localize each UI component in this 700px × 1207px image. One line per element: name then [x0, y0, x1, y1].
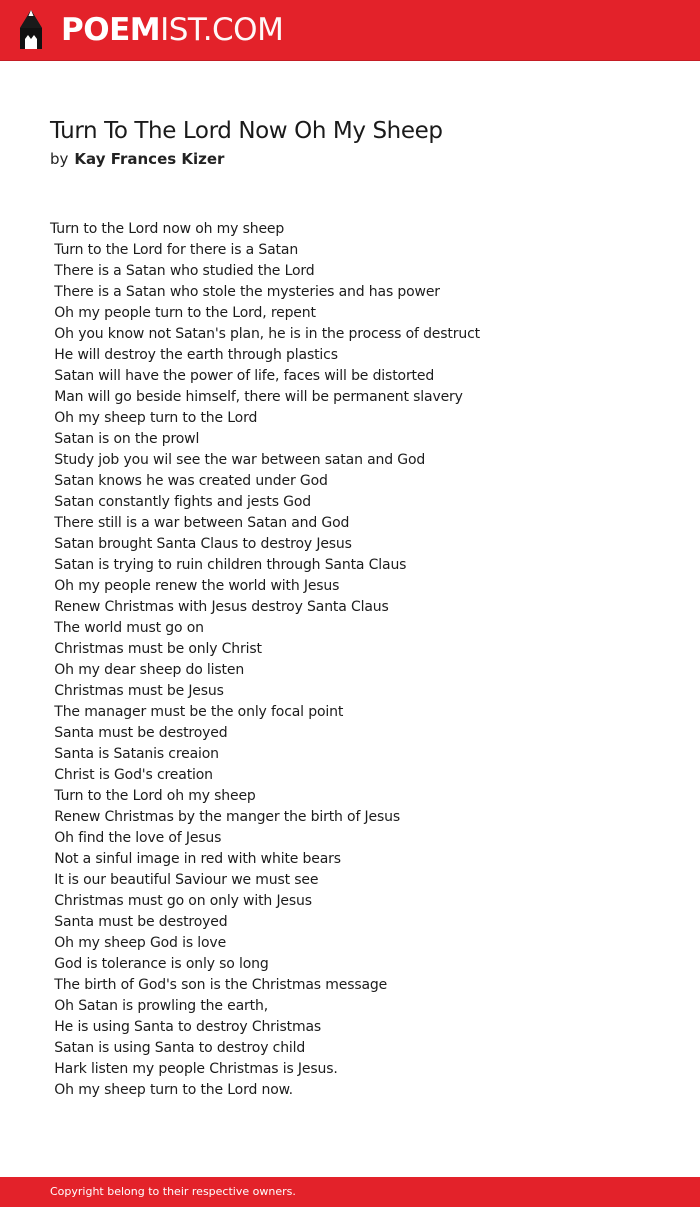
poem-line: Satan will have the power of life, faces will be distorted — [50, 368, 435, 384]
copyright-text: Copyright belong to their respective owners. — [50, 1185, 296, 1198]
poem-line: Oh my dear sheep do listen — [50, 662, 245, 678]
poem-line: Turn to the Lord oh my sheep — [50, 788, 256, 804]
poem-line: It is our beautiful Saviour we must see — [50, 872, 319, 888]
pencil-icon — [18, 9, 44, 51]
poem-body — [50, 219, 670, 1101]
poem-line: Satan brought Santa Claus to destroy Jesus — [50, 536, 352, 552]
poem-line: Santa is Satanis creaion — [50, 746, 219, 762]
poem-line: Study job you wil see the war between satan and God — [50, 452, 426, 468]
poem-line: Satan is trying to ruin children through Santa Claus — [50, 557, 407, 573]
poem-line: Oh my sheep God is love — [50, 935, 227, 951]
poem-line: Satan constantly fights and jests God — [50, 494, 312, 510]
poem-line: Oh my sheep turn to the Lord — [50, 410, 258, 426]
poem-line: Christ is God's creation — [50, 767, 213, 783]
poem-line: There is a Satan who stole the mysteries and has power — [50, 284, 440, 300]
poem-line: Christmas must go on only with Jesus — [50, 893, 312, 909]
poem-line: Oh you know not Satan's plan, he is in the process of destruct — [50, 326, 480, 342]
site-footer — [0, 1177, 700, 1207]
poem-line: He is using Santa to destroy Christmas — [50, 1019, 322, 1035]
poem-line: Hark listen my people Christmas is Jesus. — [50, 1061, 338, 1077]
poem-title: Turn To The Lord Now Oh My Sheep — [50, 118, 443, 144]
poem-line: Oh Satan is prowling the earth, — [50, 998, 269, 1014]
poem-line: Satan knows he was created under God — [50, 473, 328, 489]
poem-line: There is a Satan who studied the Lord — [50, 263, 315, 279]
poem-line: Renew Christmas by the manger the birth of Jesus — [50, 809, 400, 825]
poem-line: There still is a war between Satan and God — [50, 515, 350, 531]
poem-line: Renew Christmas with Jesus destroy Santa Claus — [50, 599, 389, 615]
poem-line: The birth of God's son is the Christmas message — [50, 977, 388, 993]
poem-line: Satan is on the prowl — [50, 431, 200, 447]
site-header — [0, 0, 700, 61]
poem-line: Christmas must be only Christ — [50, 641, 262, 657]
poem-line: Turn to the Lord for there is a Satan — [50, 242, 299, 258]
byline — [50, 149, 224, 169]
poem-line: Man will go beside himself, there will be permanent slavery — [50, 389, 463, 405]
poem-line: Oh my people renew the world with Jesus — [50, 578, 340, 594]
logo-light-text: IST.COM — [160, 12, 284, 48]
poem-line: Oh my sheep turn to the Lord now. — [50, 1082, 293, 1098]
poem-line: Oh find the love of Jesus — [50, 830, 222, 846]
by-label: by — [50, 150, 69, 168]
poem-line: The world must go on — [50, 620, 204, 636]
logo-bold-text: POEM — [61, 12, 161, 48]
poem-line: Satan is using Santa to destroy child — [50, 1040, 306, 1056]
poem-line: Santa must be destroyed — [50, 725, 228, 741]
poem-line: The manager must be the only focal point — [50, 704, 344, 720]
poem-line: Turn to the Lord now oh my sheep — [50, 221, 285, 237]
poem-line: Oh my people turn to the Lord, repent — [50, 305, 316, 321]
author-name[interactable]: Kay Frances Kizer — [74, 150, 225, 168]
site-logo[interactable] — [61, 11, 283, 49]
poem-line: God is tolerance is only so long — [50, 956, 269, 972]
poem-line: He will destroy the earth through plastics — [50, 347, 338, 363]
poem-line: Santa must be destroyed — [50, 914, 228, 930]
poem-line: Not a sinful image in red with white bears — [50, 851, 341, 867]
poem-line: Christmas must be Jesus — [50, 683, 224, 699]
